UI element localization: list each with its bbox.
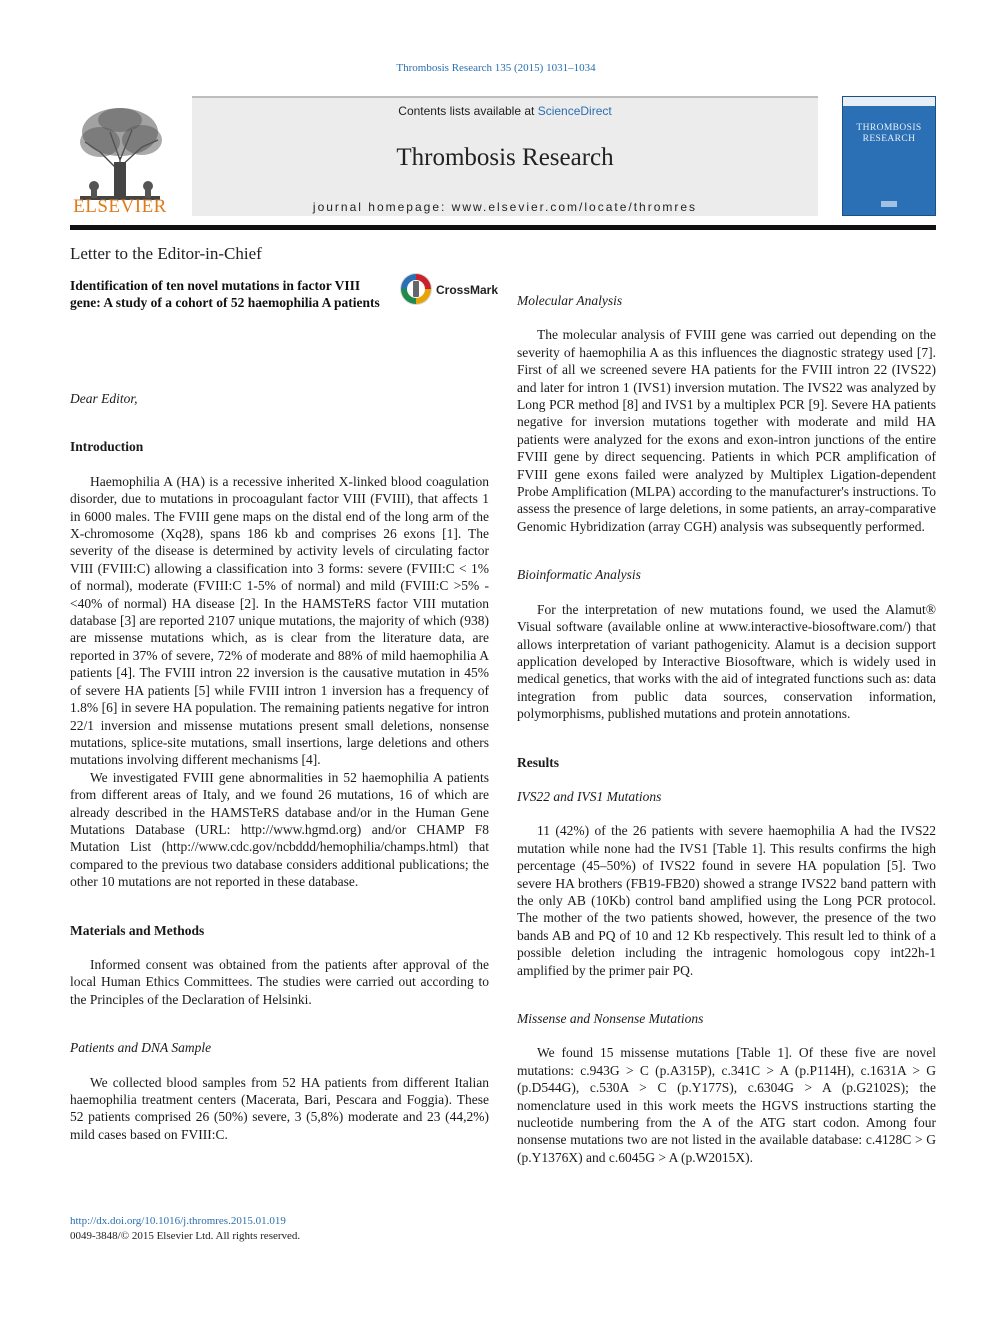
crossmark-icon (399, 272, 433, 306)
bioinformatic-analysis-heading: Bioinformatic Analysis (517, 567, 641, 583)
patients-heading: Patients and DNA Sample (70, 1040, 212, 1056)
missense-mutations-paragraph: We found 15 missense mutations [Table 1]. Of these five are novel mutations: c.943G > C (p.A315P), c.341C > A (p.P114H), c.1631A > G (p.D544G), c.530A > C (p.Y177S), c.6304G > A (p.G2102S); the nomenclature used in this work meets the HGVS instructions starting the nucleotide numbering from the A of the ATG start codon. Among four nonsense mutations two are not listed in the available database: c.4128C > G (p.Y1376X) and c.6045G > A (p.W2015X). (517, 1045, 936, 1165)
molecular-analysis-heading: Molecular Analysis (517, 293, 623, 308)
ivs-mutations-heading: IVS22 and IVS1 Mutations (517, 788, 662, 804)
cover-title-line-2: RESEARCH (862, 134, 916, 144)
journal-cover-image (842, 96, 936, 216)
results-heading: Results (517, 754, 560, 770)
introduction-paragraph-1: Haemophilia A (HA) is a recessive inherited X-linked blood coagulation disorder, due to mutations in procoagulant factor VIII (FVIII), that affects 1 in 6000 males. The FVIII gene maps on the distal end of the long arm of the X-chromosome (Xq28), spans 186 kb and comprises 26 exons [1]. The severity of the disease is determined by activity levels of circulating factor VIII (FVIII:C) allowing a classification into 3 forms: severe (FVIII:C < 1% of normal), moderate (FVIII:C 1-5% of normal) and mild (FVIII:C >5% - <40% of normal) HA disease [2]. In the HAMSTeRS factor VIII mutation database [3] are reported 2107 unique mutations, the majority of which (938) are missense mutations which, as is clear from the literature data, are reported in 37% of severe, 72% of moderate and 88% of mild haemophilia A patients [4]. The FVIII intron 22 inversion is the causative mutation in 45% of severe HA patients [5] while FVIII intron 1 inversion has a frequency of 1.8% [6] in severe HA population. The remaining patients negative for intron 22/1 inversion and missense mutations present small deletions, nonsense mutations, splice-site mutations, small insertions, large deletions and others mutations involving different mechanisms [4]. (70, 473, 489, 768)
sciencedirect-link[interactable]: ScienceDirect (537, 104, 612, 118)
methods-heading: Materials and Methods (70, 922, 205, 938)
header-divider (70, 225, 936, 230)
molecular-analysis-paragraph: The molecular analysis of FVIII gene was carried out depending on the severity of haemophilia A as this influences the diagnostic strategy used [7]. First of all we screened severe HA patients for the FVIII intron 22 (IVS22) and later for intron 1 (IVS1) inversion mutation. The IVS22 was analyzed by Long PCR method [8] and IVS1 by a multiplex PCR [9]. Severe HA patients negative for inversion mutations together with moderate and mild HA patients were analyzed for the exons and exon-intron junctions of the entire FVIII gene by direct sequencing. Patients in which PCR amplification of FVIII gene exons failed were analyzed by Multiplex Ligation-dependent Probe Amplification (MLPA) according to the manufacturer's instructions. To assess the presence of large deletions, in some patients, an array-comparative Genomic Hybridization (array CGH) analysis was subsequently performed. (517, 327, 936, 534)
cover-title-line-1: THROMBOSIS (856, 123, 922, 133)
cover-topbar (843, 97, 935, 106)
missense-mutations-heading: Missense and Nonsense Mutations (517, 1011, 704, 1026)
introduction-paragraph-2: We investigated FVIII gene abnormalities in 52 haemophilia A patients from different areas of Italy, and we found 26 mutations, 16 of which are already described in the HAMSTeRS database and/or in the Human Gene Mutations Database (URL: http://www.hgmd.org) and/or CHAMP F8 Mutation List (http://www.cdc.gov/ncbddd/hemophilia/champs.html) that compared to the previous two database considers additional publications; the other 10 mutations are not reported in these database. (70, 769, 489, 890)
methods-paragraph: Informed consent was obtained from the patients after approval of the local Human Ethics Committees. The studies were carried out according to the Principles of the Declaration of Helsinki. (70, 956, 489, 1007)
copyright-line: 0049-3848/© 2015 Elsevier Ltd. All rights reserved. (70, 1230, 301, 1242)
patients-paragraph: We collected blood samples from 52 HA patients from different Italian haemophilia treatment centers (Macerata, Bari, Pescara and Foggia). These 52 patients comprised 26 (50%) severe, 3 (5,8%) moderate and 23 (44,2%) mild cases based on FVIII:C. (70, 1074, 489, 1142)
page-footer (70, 1214, 300, 1244)
journal-header-box (192, 96, 818, 216)
crossmark-badge[interactable] (399, 272, 499, 308)
cover-title (843, 123, 935, 145)
journal-homepage[interactable]: journal homepage: www.elsevier.com/locate/thromres (312, 200, 698, 214)
article-title: Identification of ten novel mutations in factor VIII gene: A study of a cohort of 52 haemophilia A patients (70, 278, 380, 310)
journal-citation[interactable]: Thrombosis Research 135 (2015) 1031–1034 (396, 62, 596, 74)
publisher-wordmark: ELSEVIER (73, 196, 167, 217)
crossmark-label: CrossMark (436, 283, 499, 297)
section-label: Letter to the Editor-in-Chief (70, 244, 262, 263)
salutation: Dear Editor, (70, 391, 138, 406)
cover-logo-icon (881, 201, 897, 207)
doi-link[interactable]: http://dx.doi.org/10.1016/j.thromres.2015.01.019 (70, 1215, 286, 1227)
left-column (70, 390, 489, 1143)
bioinformatic-analysis-paragraph: For the interpretation of new mutations found, we used the Alamut® Visual software (available online at www.interactive-biosoftware.com/) that allows interpretation of variant pathogenicity. Alamut is a decision support application developed by Interactive Biosoftware, which is widely used in medical genetics, that works with the aid of integrated functions such as: data integration from public data sources, conservation information, polymorphisms, published mutations and protein annotations. (517, 601, 936, 722)
right-column (517, 292, 936, 1166)
journal-name: Thrombosis Research (396, 144, 614, 171)
contents-prefix: Contents lists available at (398, 104, 538, 118)
ivs-mutations-paragraph: 11 (42%) of the 26 patients with severe haemophilia A had the IVS22 mutation while none had the IVS1 [Table 1]. This results confirms the high percentage (45–50%) of IVS22 found in severe HA population [5]. Two severe HA brothers (FB19-FB20) showed a strange IVS22 band pattern with the only AB (10Kb) control band amplified using the Long PCR protocol. The mother of the two patients showed, however, the presence of the two bands AB and PQ of 10 and 12 Kb respectively. This result led to think of a possible deletion including the intragenic homologous copy int22h-1 amplified by the primer pair PQ. (517, 823, 936, 978)
contents-line (192, 104, 818, 118)
masthead (70, 92, 936, 232)
introduction-heading: Introduction (70, 439, 144, 455)
